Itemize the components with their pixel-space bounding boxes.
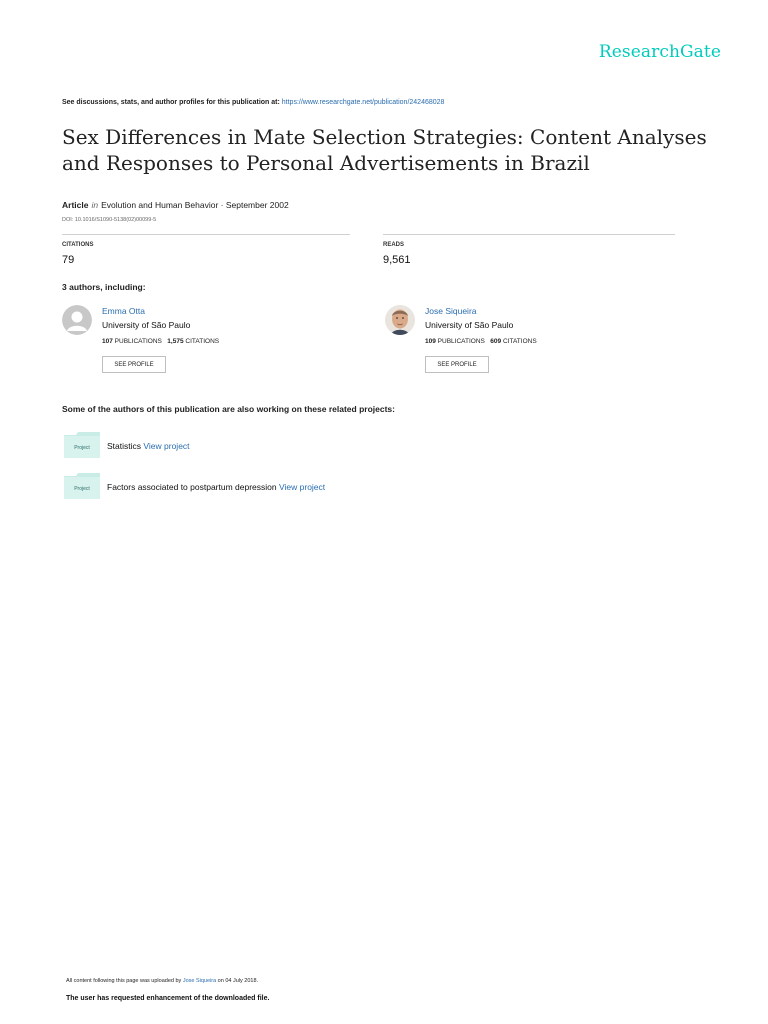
project-item — [107, 441, 190, 451]
citations-label: CITATIONS — [502, 338, 537, 345]
citations-value: 79 — [62, 254, 75, 266]
publications-count: 107 — [102, 338, 113, 345]
citations-label: CITATIONS — [185, 338, 220, 345]
author-stats — [102, 338, 219, 345]
author-name-link[interactable]: Jose Siqueira — [425, 306, 477, 316]
reads-divider — [383, 234, 675, 235]
authors-heading: 3 authors, including: — [62, 282, 146, 292]
project-folder-icon — [64, 473, 100, 499]
upload-suffix: on 04 July 2018. — [216, 978, 259, 984]
citations-divider — [62, 234, 350, 235]
project-icon-label: Project — [74, 445, 90, 451]
related-projects-heading: Some of the authors of this publication are also working on these related projects: — [62, 404, 395, 414]
article-in: in — [91, 200, 99, 210]
view-project-link[interactable]: View project — [279, 482, 326, 492]
researchgate-logo: ResearchGate — [598, 42, 721, 62]
author-stats — [425, 338, 537, 345]
project-folder-icon — [64, 432, 100, 458]
citations-label: CITATIONS — [62, 242, 94, 248]
publication-url-link[interactable]: https://www.researchgate.net/publication/242468028 — [281, 99, 445, 106]
reads-value: 9,561 — [383, 254, 411, 266]
publication-title: Sex Differences in Mate Selection Strategies: Content Analyses and Responses to Personal Advertisements in Brazil — [62, 125, 707, 175]
discussion-prefix: See discussions, stats, and author profiles for this publication at: — [62, 99, 282, 106]
author-name-link[interactable]: Emma Otta — [102, 306, 145, 316]
reads-label: READS — [383, 242, 405, 248]
journal-date: Evolution and Human Behavior · September 2002 — [101, 200, 289, 210]
project-icon-label: Project — [74, 486, 90, 492]
upload-prefix: All content following this page was uploaded by — [66, 978, 183, 984]
discussion-line — [62, 99, 444, 106]
project-name: Statistics — [107, 441, 142, 451]
see-profile-button[interactable]: SEE PROFILE — [102, 356, 166, 373]
enhancement-note: The user has requested enhancement of the downloaded file. — [66, 995, 270, 1002]
avatar-placeholder-icon[interactable] — [62, 305, 92, 335]
author-affiliation: University of São Paulo — [425, 320, 514, 330]
article-type: Article — [62, 200, 89, 210]
see-profile-button[interactable]: SEE PROFILE — [425, 356, 489, 373]
doi: DOI: 10.1016/S1090-5138(02)00099-5 — [62, 217, 157, 223]
citations-count: 1,575 — [167, 338, 184, 345]
author-photo[interactable] — [385, 305, 415, 335]
citations-count: 609 — [490, 338, 502, 345]
author-affiliation: University of São Paulo — [102, 320, 191, 330]
uploader-link[interactable]: Jose Siqueira — [182, 978, 217, 984]
publications-label: PUBLICATIONS — [437, 338, 485, 345]
project-name: Factors associated to postpartum depression — [107, 482, 277, 492]
upload-note — [66, 978, 258, 984]
article-meta — [62, 200, 289, 210]
view-project-link[interactable]: View project — [143, 441, 190, 451]
project-item — [107, 482, 325, 492]
publications-label: PUBLICATIONS — [114, 338, 162, 345]
publications-count: 109 — [425, 338, 436, 345]
